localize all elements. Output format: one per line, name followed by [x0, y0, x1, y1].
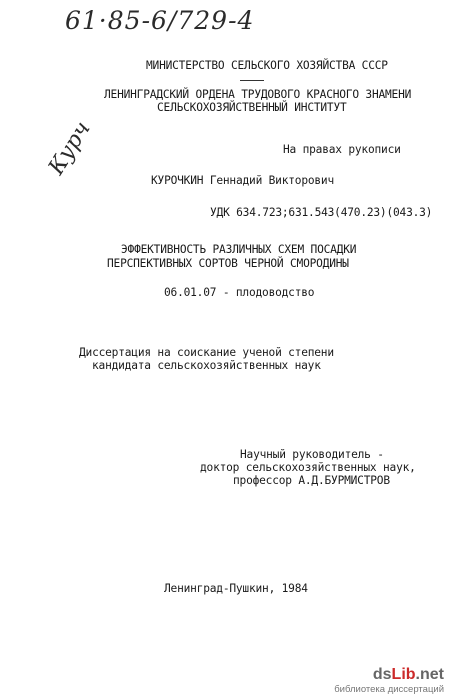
- watermark-net: .net: [415, 666, 444, 683]
- dissertation-line-2: кандидата сельскохозяйственных наук: [92, 359, 321, 372]
- specialty: 06.01.07 - плодоводство: [164, 286, 315, 299]
- supervisor-line-2: доктор сельскохозяйственных наук,: [200, 461, 416, 474]
- place-year: Ленинград-Пушкин, 1984: [164, 582, 308, 595]
- ministry-heading: МИНИСТЕРСТВО СЕЛЬСКОГО ХОЗЯЙСТВА СССР: [146, 59, 388, 72]
- supervisor-line-3: профессор А.Д.БУРМИСТРОВ: [233, 474, 390, 487]
- handwritten-mark: Курч: [44, 117, 96, 180]
- title-line-1: ЭФФЕКТИВНОСТЬ РАЗЛИЧНЫХ СХЕМ ПОСАДКИ: [121, 243, 357, 256]
- supervisor-line-1: Научный руководитель -: [240, 448, 384, 461]
- separator-line: [240, 80, 264, 81]
- institute-line-2: СЕЛЬСКОХОЗЯЙСТВЕННЫЙ ИНСТИТУТ: [157, 101, 347, 114]
- watermark-logo: [334, 666, 444, 695]
- udk-code: УДК 634.723;631.543(470.23)(043.3): [210, 206, 433, 219]
- title-line-2: ПЕРСПЕКТИВНЫХ СОРТОВ ЧЕРНОЙ СМОРОДИНЫ: [107, 257, 349, 270]
- watermark-ds: ds: [372, 666, 392, 683]
- watermark-lib: Lib: [391, 666, 416, 683]
- institute-line-1: ЛЕНИНГРАДСКИЙ ОРДЕНА ТРУДОВОГО КРАСНОГО ЗНАМЕНИ: [104, 88, 412, 101]
- watermark-subtitle: библиотека диссертаций: [334, 684, 444, 695]
- rights-note: На правах рукописи: [283, 143, 401, 156]
- author-name: КУРОЧКИН Геннадий Викторович: [151, 174, 334, 187]
- archive-number: 61·85-6/729-4: [65, 6, 255, 35]
- dissertation-line-1: Диссертация на соискание ученой степени: [79, 346, 334, 359]
